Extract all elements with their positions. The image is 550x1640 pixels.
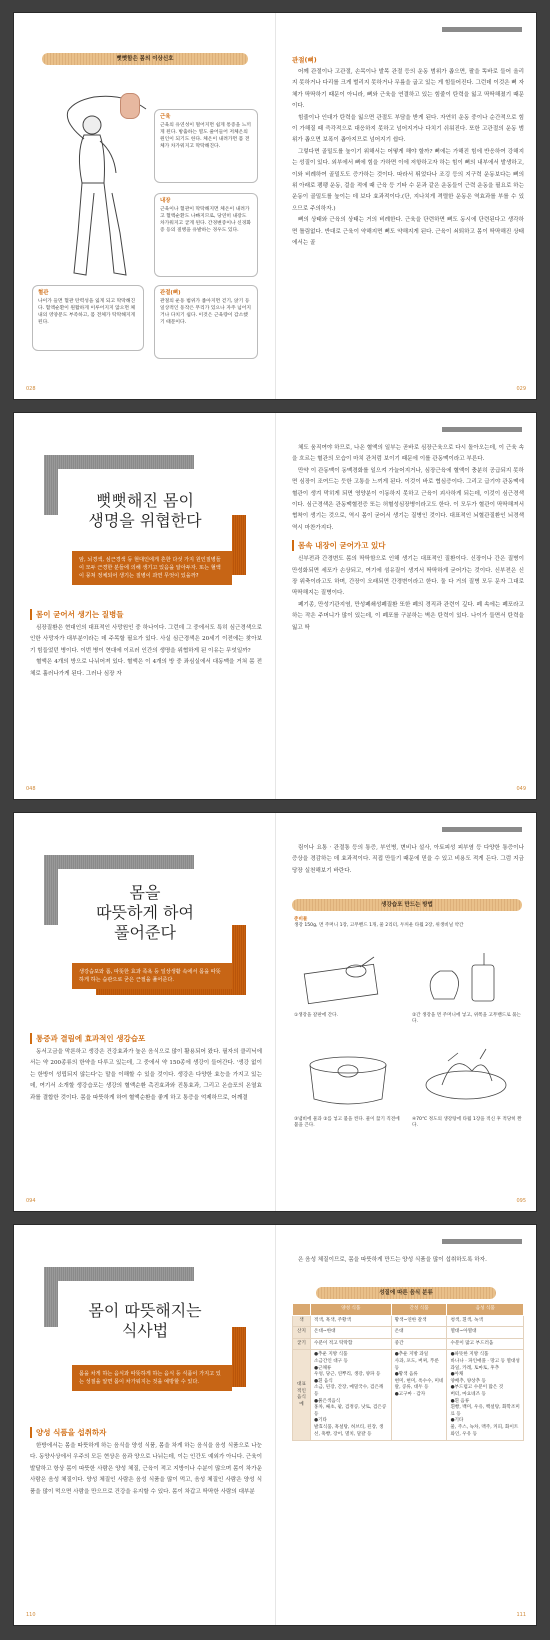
page-number: 111 xyxy=(516,1612,526,1618)
table-title-pill: 성질에 따른 음식 분류 xyxy=(316,1287,496,1299)
page-number: 094 xyxy=(26,1198,36,1204)
body-text xyxy=(292,554,524,634)
frame-top-bar xyxy=(44,1267,194,1281)
body-text xyxy=(30,1047,262,1104)
frame-top-bar xyxy=(44,855,194,869)
table-header-row xyxy=(293,1304,524,1316)
title-line: 몸이 따뜻해지는 xyxy=(88,1301,202,1320)
table-cell: 온대 xyxy=(391,1327,447,1339)
section-heading: 통증과 결림에 효과적인 생강습포 xyxy=(30,1033,262,1044)
title-line: 생명을 위협한다 xyxy=(88,511,202,530)
box-text: 근육의 유연성이 떨어지면 쉽게 통증을 느끼게 된다. 방출하는 열도 줄어들어 저체온의 원인이 되기도 한다. 체온이 내려가면 몸 전체가 차가워지고 딱딱해진다. xyxy=(160,123,252,149)
step4-illustration xyxy=(414,1041,518,1111)
left-page xyxy=(14,813,276,1211)
paragraph: 혈액은 4개의 방으로 나뉘어져 있다. 혈액은 이 4개의 방 중 좌심실에서 대동맥을 거쳐 몸 전체로 흘러나가게 된다. 그러나 심장 자 xyxy=(30,659,262,677)
info-box-organs xyxy=(154,193,258,277)
page-number: 110 xyxy=(26,1612,36,1618)
right-page xyxy=(276,1225,538,1625)
title-line: 몸을 xyxy=(129,883,161,902)
title-line: 따뜻하게 하여 xyxy=(96,903,194,922)
table-cell: ●추운 지방 과일 사과, 포도, 버찌, 푸룬 등 ●황색 음류 현미, 현미, 옥수수, 미네랄, 콩류, 대두 등 ●고구마 · 감자 xyxy=(391,1350,447,1441)
step3-illustration xyxy=(296,1041,400,1111)
paragraph: 뼈의 상태와 근육의 상태는 거의 비례한다. 근육을 단련하면 뼈도 동시에 단련된다고 생각하면 틀림없다. 반대로 근육이 약해지면 뼈도 약해지게 된다. 근육이 쇠퇴하고 몸이 딱딱해진 상태에서는 골 xyxy=(292,217,524,247)
left-page xyxy=(14,13,276,399)
table-cell: 열대~아열대 xyxy=(447,1327,524,1339)
step2-illustration xyxy=(414,949,518,1009)
step-caption: ①생강을 갈판에 간다. xyxy=(294,1013,339,1018)
table-cell: 색 xyxy=(293,1315,311,1327)
section-heading: 양성 식품을 섭취하자 xyxy=(30,1427,262,1438)
body-text xyxy=(30,623,262,680)
frame-top-bar xyxy=(44,455,194,469)
left-page xyxy=(14,413,276,799)
table-header-cell: 음성 식품 xyxy=(447,1304,524,1316)
right-page xyxy=(276,813,538,1211)
top-bar xyxy=(442,27,522,32)
table-row xyxy=(293,1338,524,1350)
title-line: 식사법 xyxy=(121,1321,169,1340)
box-heading: 내장 xyxy=(160,198,171,204)
table-cell: 수분이 적고 딱딱함 xyxy=(311,1338,392,1350)
table-cell: ●따뜻한 지방 식품 바나나 · 파인애플 · 망고 등 열대성 과일, 카레, 토마토, 후추 ●아채 양배추, 양상추 등 ●부드럽고 수분이 많은 것 버터, 마요네즈 등 ●흰 음류 흰빵, 백미, 우유, 백설탕, 화학조미료 등 ●기타 물, 주스, 녹차, 맥주, 커피, 화이트와인, 우유 등 xyxy=(447,1350,524,1441)
body-text xyxy=(30,1441,262,1498)
chapter-callout: 암, 뇌경색, 심근경색 등 현대인에게 흔한 다섯 가지 원인질병들이 모두 근경한 분들에 의해 생기고 있음을 알아두자. 또는 혈액이 뭉쳐 정체되어 생기는 질병이 과연 무엇이 있을까? xyxy=(72,551,232,585)
book-spread-3 xyxy=(13,812,537,1212)
box-heading: 근육 xyxy=(160,114,171,120)
chapter-title xyxy=(44,883,246,943)
step-caption: ④70℃ 정도의 생강탕에 타월 1장을 적신 후 적당히 짠다. xyxy=(412,1117,522,1129)
recipe-pill: 생강습포 만드는 방법 xyxy=(292,899,522,911)
info-box-vessels xyxy=(32,285,144,351)
section-heading: 관절(뼈) xyxy=(292,56,317,64)
chapter-callout: 생강습포와 폼, 따뜻한 효과 족욕 등 일상생활 속에서 몸을 따뜻하게 하는 습관으로 굳은 근절을 풀어준다. xyxy=(72,963,232,989)
chapter-callout: 몸을 차게 하는 음식과 따뜻하게 하는 음식 등 식품이 가지고 있는 성질을 알면 몸이 차가워지는 것을 예방할 수 있다. xyxy=(72,1365,232,1391)
left-page xyxy=(14,1225,276,1625)
food-classification-table xyxy=(292,1303,524,1441)
body-text xyxy=(292,443,524,534)
table-cell: 청색, 흰색, 녹색 xyxy=(447,1315,524,1327)
book-spread-4 xyxy=(13,1224,537,1626)
table-cell: 황색~연한 갈색 xyxy=(391,1315,447,1327)
table-cell: 대표적인 음식 예 xyxy=(293,1350,311,1441)
ingredients-heading: 준비물 xyxy=(294,917,308,922)
paragraph: 만약 이 관동맥이 동맥경화를 일으켜 가늘어지거나, 심장근육에 혈액이 충분히 공급되지 못하면 심장이 조여드는 듯한 고통을 느끼게 된다. 이것이 바로 협심증이다. 그리고 급기야 관동맥에 혈관이 생겨 막히게 되면 영양분이 이동하지 못하고 근육이 괴사하게 되는데, 이것이 심근경색이다. 심근경색은 관동맥혈전증 또는 허혈성심장병이라고도 한다. 이 모두가 혈관이 딱딱해져서 협착이 생기는 것으로, 역시 몸이 굳어서 생기는 질병인 것이다. 대표적인 뇌혈관질환인 뇌경색 역시 마찬가지다. xyxy=(292,467,524,531)
top-bar xyxy=(442,827,522,832)
paragraph: 그렇다면 골밀도를 높이기 위해서는 어떻게 해야 할까? 뼈에는 가해진 힘에 반응하여 강해지는 성질이 있다. 외부에서 뼈에 힘을 가하면 이에 저항하고자 하는 힘이 뼈의 내부에서 발생하고, 이와 비례하여 골밀도도 증가하는 것이다. 따라서 뛰었다나 조깅 등의 지구력 운동보다는 뼈의 위 아래로 팽팽 운동, 걸을 적에 때 근육 등 기타 수 문과 같은 운동들이 근력 운동을 필요로 하는 운동이 골밀도를 높이는 데 보다 효과적이다.(단, 지나치게 격렬한 운동은 역효과를 부를 수 있으므로 주의하자.) xyxy=(292,148,525,212)
paragraph: 폐기종, 만성기관지염, 만성폐쇄성폐질환 또한 폐의 경직과 관련이 깊다. 폐 속에는 폐포라고 하는 작은 주머니가 많이 있는데, 이 폐포를 구분하는 벽은 탄력이 있다. 나이가 들면서 탄력을 잃고 딱 xyxy=(292,601,524,631)
table-cell: 적색, 흑색, 주황색 xyxy=(311,1315,392,1327)
body-text xyxy=(292,843,524,877)
page-number: 029 xyxy=(516,386,526,392)
info-box-muscle xyxy=(154,109,258,183)
stretching-figure xyxy=(54,83,164,293)
table-row xyxy=(293,1327,524,1339)
paragraph: 림이나 요통 · 관절통 등의 통증, 부인병, 변비나 설사, 아토피성 피부염 등 다양한 통증이나 증상을 경감하는 데 효과적이다. 직접 만들기 때문에 믿을 수 있고 비용도 적게 든다. 그럼 지금 당장 실천해보기 바란다. xyxy=(292,845,524,874)
book-spread-2 xyxy=(13,412,537,800)
info-box-joints xyxy=(154,285,258,359)
book-spread-1 xyxy=(13,12,537,400)
section-pill: 뻣뻣함은 몸의 이상신호 xyxy=(42,53,248,65)
paragraph: 심장질환은 현대인의 대표적인 사망원인 중 하나이다. 그런데 그 중에서도 특히 심근경색으로 인한 사망자가 대부분이라는 데 주목할 필요가 있다. 사실 심근경색은 20세기 이전에는 찾아보기 힘들었던 병이다. 이번 병이 현대에 이르러 인간의 생명을 위협하게 된 이유는 무엇일까? xyxy=(30,625,262,654)
paragraph: 힘줄이나 인대가 탄력을 잃으면 관절도 부담을 받게 된다. 자연히 운동 중이나 순간적으로 힘이 가해질 때 즉각적으로 대응하지 못하고 넘어지거나 다치기 쉬워진다. 또한 고관절의 운동 범위가 좁으면 보폭이 좁아지므로 넘어지기 쉽다. xyxy=(292,114,524,144)
right-page xyxy=(276,413,538,799)
right-page xyxy=(276,13,538,399)
page-number: 048 xyxy=(26,786,36,792)
paragraph: 신부전과 간경변도 몸의 딱딱함으로 인해 생기는 대표적인 질환이다. 신장이나 간은 질병이 만성화되면 세포가 손상되고, 여기에 섬유질이 생겨서 딱딱하게 굳어가는 것이다. 신부전은 신장 위축이라고도 하며, 간장이 오래되면 간경변이라고 한다. 둘 다 거의 질병 모두 문자 그대로 딱딱해지는 질병이다. xyxy=(292,556,524,597)
box-text: 근육이나 혈관이 딱딱해지면 체온이 내려가고 혈액순환도 나빠지므로, 당연히 내장도 차가워지고 굳게 된다. 간경변증이나 신경화증 등의 질병을 유발하는 경우도 있다. xyxy=(160,207,252,233)
body-text xyxy=(292,67,524,250)
table-header-cell: 양성 식품 xyxy=(311,1304,392,1316)
table-row xyxy=(293,1350,524,1441)
page-number: 049 xyxy=(516,786,526,792)
chapter-title xyxy=(44,491,246,531)
title-line: 뻣뻣해진 몸이 xyxy=(96,491,194,510)
step-caption: ②간 생강을 면 주머니에 넣고, 위쪽을 고무밴드로 묶는다. xyxy=(412,1013,521,1025)
section-heading: 몸이 굳어서 생기는 질병들 xyxy=(30,609,262,620)
table-row xyxy=(293,1315,524,1327)
paragraph: 동서고금을 막론하고 생강은 건강효과가 높은 음식으로 많이 활용되어 왔다. 필자의 클리닉에서는 약 200종류의 한약을 다루고 있는데, 그 중에서 약 150종에 생강이 들어간다. '생강 없이는 한방이 성립되지 않는다'는 말을 이해할 수 있을 것이다. 생강은 다양한 효능을 가지고 있는데, 여기서 소개할 생강습포는 생강의 혈액순환 촉진효과와 진통효과, 그리고 온습포의 온열효과를 결합한 것이다. 몸을 따뜻하게 하여 혈액순환을 좋게 하고 통증을 억제하므로, 어깨결 xyxy=(30,1049,262,1101)
top-bar xyxy=(442,1239,522,1244)
page-number: 028 xyxy=(26,386,36,392)
table-header-cell: 간성 식품 xyxy=(391,1304,447,1316)
table-cell: ●추운 지방 식품 소금간인 대구 등 ●근채류 우엉, 당근, 연뿌리, 생강, 양파 등 ●흰 음식 소금, 된장, 간장, 메밀국수, 검은깨 등 ●붉은색음식 홍차, 쌔초, 팥, 검정콩, 낫토, 검은콩 등 ●기타 발효식품, 흑설탕, 허브티, 된장, 생선, 흑빵, 장어, 멸치, 달걀 등 xyxy=(311,1350,392,1441)
table-cell: 중간 xyxy=(391,1338,447,1350)
paragraph: 한방에서는 몸을 따뜻하게 하는 음식을 양성 식품, 몸을 차게 하는 음식을 음성 식품으로 나눈다. 동양사상에서 우주의 모든 현상은 음과 양으로 나뉘는데, 이는 인간도 예외가 아니다. 근육이 발달하고 항상 몸이 따뜻한 사람은 양성 체질, 근육이 적고 지방이나 수분이 많으며 몸이 차가운 사람은 음성 체질이다. 양성 체질인 사람은 음성 식품을 많이 먹고, 음성 체질인 사람은 양성 식품을 많이 먹으면 사람을 만으므로 건강을 유지할 수 있다. 몸이 차갑고 딱딱한 사람의 대부분 xyxy=(30,1443,263,1495)
table-cell: 수분이 많고 부드러움 xyxy=(447,1338,524,1350)
table-cell: 굳기 xyxy=(293,1338,311,1350)
table-cell: 온대~한대 xyxy=(311,1327,392,1339)
section-heading: 몸속 내장이 굳어가고 있다 xyxy=(292,540,524,551)
title-line: 풀어준다 xyxy=(114,923,176,942)
box-heading: 혈관 xyxy=(38,290,49,296)
ingredients-text: 생강 150g, 면 주머니 1장, 고무밴드 1개, 물 2리터, 두꺼운 타월 2장, 위생비닐 약간 xyxy=(294,923,464,929)
table-header-cell xyxy=(293,1304,311,1316)
box-heading: 관절(뼈) xyxy=(160,290,181,296)
box-text: 나이가 들면 혈관 탄력성을 잃게 되고 딱딱해진다. 혈액순환이 원활하게 이루어지지 않으면 체내의 영양분도 부족하고, 몸 전체가 딱딱해지게 된다. xyxy=(38,299,136,325)
box-text: 관절의 운동 범위가 좁아지면 걷기, 앉기 등 일상적인 동작은 무리가 있으나 자주 넘어지거나 다치기 쉽다. 이것은 근육량이 감소했기 때문이다. xyxy=(160,299,252,325)
page-number: 095 xyxy=(516,1198,526,1204)
step1-illustration xyxy=(296,949,400,1009)
paragraph: 은 음성 체질이므로, 몸을 따뜻하게 만드는 양성 식품을 많이 섭취하도록 하자. xyxy=(298,1257,487,1263)
top-bar xyxy=(442,427,522,432)
paragraph: 어께 관절이나 고관절, 손목이나 발목 관절 등의 운동 범위가 좁으면, 팔을 똑바로 들어 올리지 못하거나 다리를 크게 벌리지 못하거나 무릎을 굽고 있는 게 힘들어진다. 그런데 이것은 뼈 자체가 딱딱하기 때문이 아니라, 뼈와 근육을 연결하고 있는 힘줄이 탄력을 잃고 딱딱해졌기 때문이다. xyxy=(292,69,525,110)
body-text xyxy=(292,1255,524,1266)
paragraph: 체도 움직여야 하므로, 나온 혈액의 일부는 곧바로 심장근육으로 다시 돌아오는데, 이 근육 속을 흐르는 혈관의 모습이 마치 관처럼 보이기 때문에 이를 관동맥이라고 부른다. xyxy=(292,445,524,463)
table-cell: 산지 xyxy=(293,1327,311,1339)
chapter-title xyxy=(44,1301,246,1341)
organ-muscle-icon xyxy=(120,93,140,119)
step-caption: ③냄비에 물과 ②를 넣고 불을 켠다. 물이 끓기 직전에 불을 끈다. xyxy=(294,1117,400,1129)
